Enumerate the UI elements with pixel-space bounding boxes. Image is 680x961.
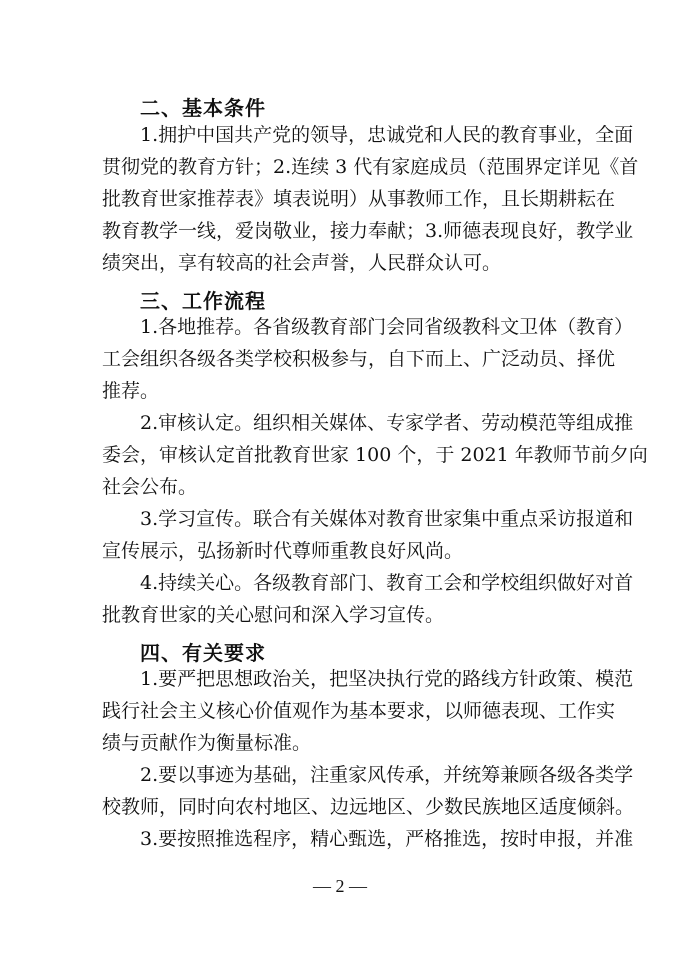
text-line: 3.要按照推选程序，精心甄选，严格推选，按时申报，并准 (140, 828, 634, 850)
section-title-workflow: 三、工作流程 (140, 289, 266, 313)
text-line: 工会组织各级各类学校积极参与，自下而上、广泛动员、择优 (102, 348, 616, 370)
text-line: 绩突出，享有较高的社会声誉，人民群众认可。 (102, 252, 502, 274)
text-line: 宣传展示，弘扬新时代尊师重教良好风尚。 (102, 540, 464, 562)
text-line: 3.学习宣传。联合有关媒体对教育世家集中重点采访报道和 (140, 508, 634, 530)
text-line: 批教育世家的关心慰问和深入学习宣传。 (102, 604, 445, 626)
text-line: 社会公布。 (102, 476, 198, 498)
text-line: 2.要以事迹为基础，注重家风传承，并统筹兼顾各级各类学 (140, 764, 634, 786)
section-title-basic-conditions: 二、基本条件 (140, 96, 266, 120)
text-line: 1.各地推荐。各省级教育部门会同省级教科文卫体（教育） (140, 316, 634, 338)
text-line: 践行社会主义核心价值观作为基本要求，以师德表现、工作实 (102, 700, 616, 722)
text-line: 1.要严把思想政治关，把坚决执行党的路线方针政策、模范 (140, 668, 634, 690)
text-line: 贯彻党的教育方针；2.连续 3 代有家庭成员（范围界定详见《首 (102, 156, 639, 178)
text-line: 4.持续关心。各级教育部门、教育工会和学校组织做好对首 (140, 572, 634, 594)
text-line: 绩与贡献作为衡量标准。 (102, 732, 312, 754)
text-line: 批教育世家推荐表》填表说明）从事教师工作，且长期耕耘在 (102, 188, 616, 210)
text-line: 推荐。 (102, 380, 160, 402)
text-line: 委会，审核认定首批教育世家 100 个，于 2021 年教师节前夕向 (102, 444, 648, 466)
section-title-requirements: 四、有关要求 (140, 641, 266, 665)
text-line: 教育教学一线，爱岗敬业，接力奉献；3.师德表现良好，教学业 (102, 220, 634, 242)
page-number: — 2 — (313, 876, 367, 896)
text-line: 校教师，同时向农村地区、边远地区、少数民族地区适度倾斜。 (102, 796, 635, 818)
text-line: 1.拥护中国共产党的领导，忠诚党和人民的教育事业，全面 (140, 124, 634, 146)
text-line: 2.审核认定。组织相关媒体、专家学者、劳动模范等组成推 (140, 412, 634, 434)
